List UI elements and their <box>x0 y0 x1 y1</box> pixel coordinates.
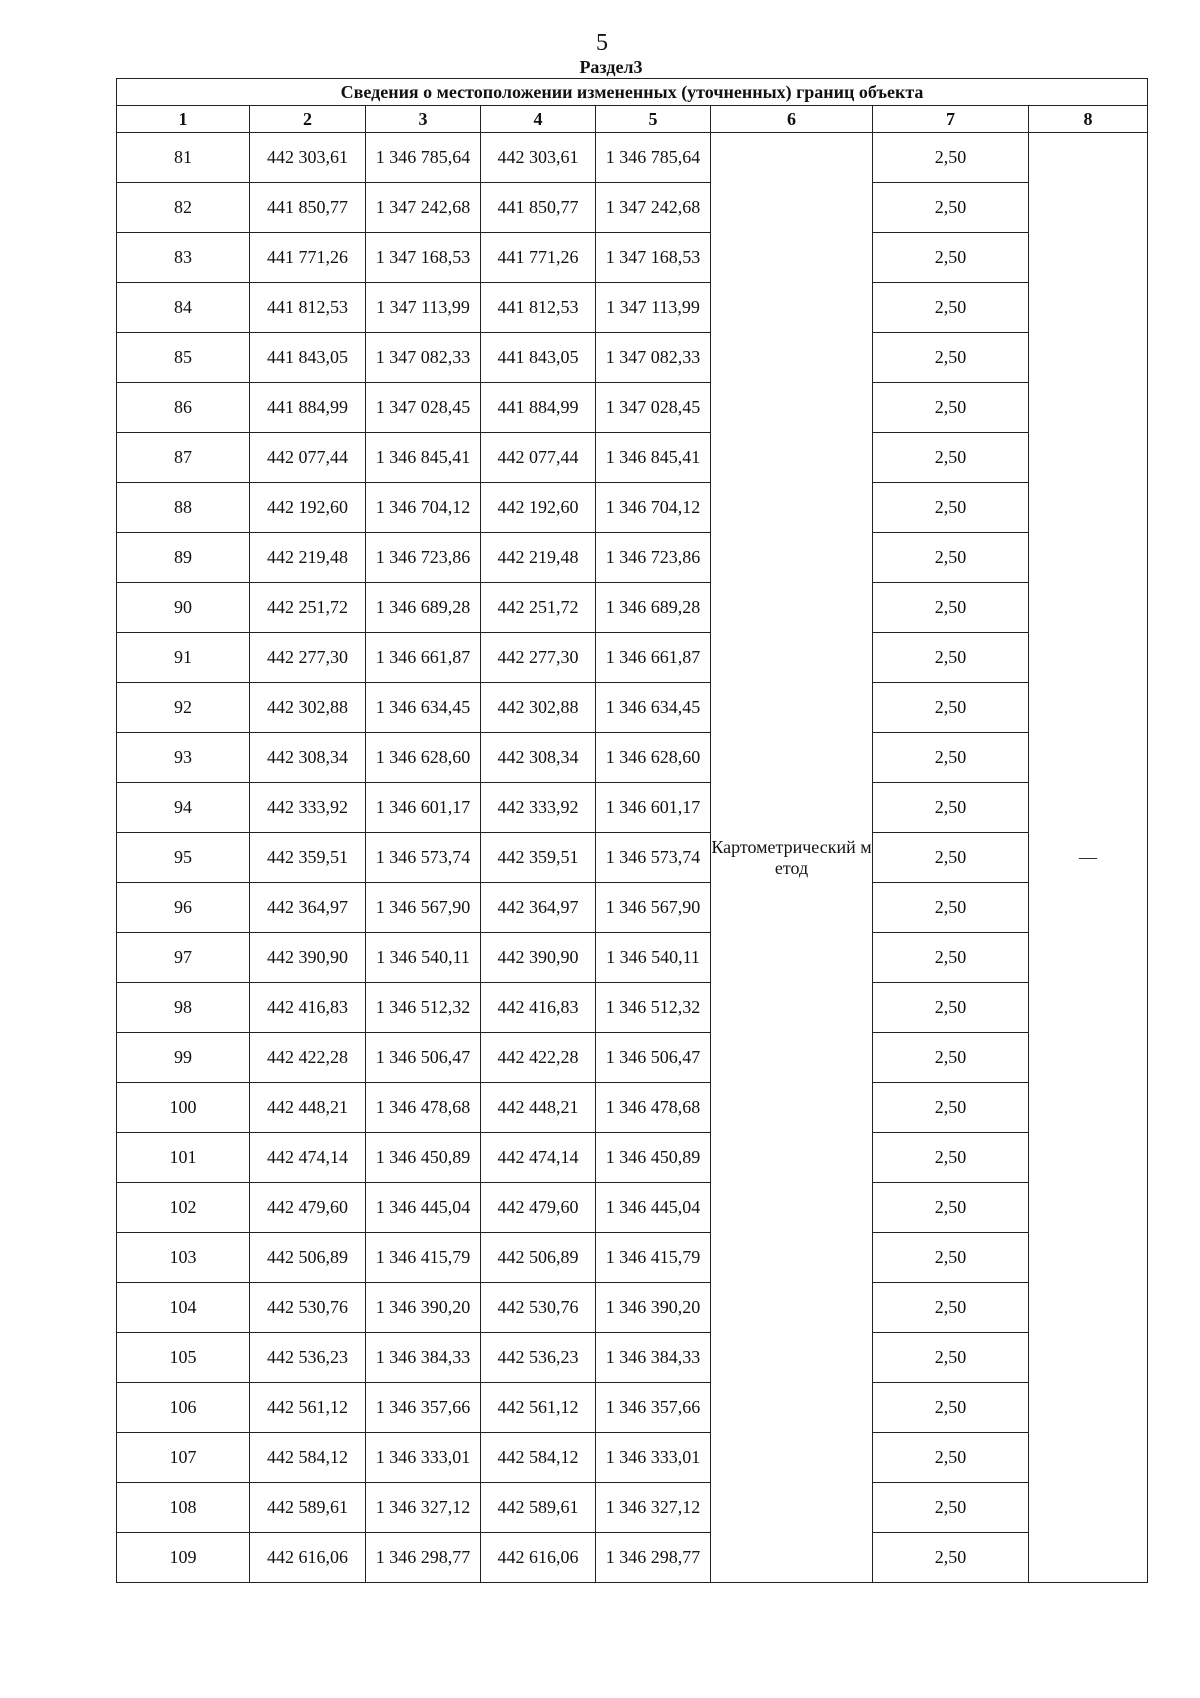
y-coordinate-refined-cell: 1 346 478,68 <box>596 1083 711 1133</box>
x-coordinate-existing-cell: 442 584,12 <box>250 1433 366 1483</box>
accuracy-cell: 2,50 <box>873 583 1029 633</box>
point-number-cell: 108 <box>117 1483 250 1533</box>
y-coordinate-refined-cell: 1 346 327,12 <box>596 1483 711 1533</box>
x-coordinate-existing-cell: 442 364,97 <box>250 883 366 933</box>
y-coordinate-refined-cell: 1 347 242,68 <box>596 183 711 233</box>
table-caption: Сведения о местоположении измененных (уточненных) границ объекта <box>117 79 1148 106</box>
y-coordinate-refined-cell: 1 346 628,60 <box>596 733 711 783</box>
x-coordinate-existing-cell: 442 077,44 <box>250 433 366 483</box>
y-coordinate-existing-cell: 1 346 628,60 <box>366 733 481 783</box>
x-coordinate-existing-cell: 442 251,72 <box>250 583 366 633</box>
y-coordinate-existing-cell: 1 346 661,87 <box>366 633 481 683</box>
y-coordinate-existing-cell: 1 346 601,17 <box>366 783 481 833</box>
column-number: 7 <box>873 106 1029 133</box>
accuracy-cell: 2,50 <box>873 983 1029 1033</box>
x-coordinate-refined-cell: 442 251,72 <box>481 583 596 633</box>
x-coordinate-refined-cell: 442 308,34 <box>481 733 596 783</box>
point-number-cell: 88 <box>117 483 250 533</box>
y-coordinate-refined-cell: 1 346 634,45 <box>596 683 711 733</box>
x-coordinate-refined-cell: 442 333,92 <box>481 783 596 833</box>
point-number-cell: 90 <box>117 583 250 633</box>
table-row <box>117 1183 1148 1233</box>
x-coordinate-existing-cell: 442 333,92 <box>250 783 366 833</box>
y-coordinate-existing-cell: 1 346 390,20 <box>366 1283 481 1333</box>
accuracy-cell: 2,50 <box>873 783 1029 833</box>
x-coordinate-refined-cell: 442 506,89 <box>481 1233 596 1283</box>
table-row <box>117 683 1148 733</box>
y-coordinate-refined-cell: 1 347 028,45 <box>596 383 711 433</box>
accuracy-cell: 2,50 <box>873 1483 1029 1533</box>
column-number: 5 <box>596 106 711 133</box>
y-coordinate-existing-cell: 1 346 384,33 <box>366 1333 481 1383</box>
accuracy-cell: 2,50 <box>873 1183 1029 1233</box>
accuracy-cell: 2,50 <box>873 933 1029 983</box>
x-coordinate-existing-cell: 442 536,23 <box>250 1333 366 1383</box>
x-coordinate-refined-cell: 442 474,14 <box>481 1133 596 1183</box>
y-coordinate-existing-cell: 1 346 634,45 <box>366 683 481 733</box>
x-coordinate-refined-cell: 442 077,44 <box>481 433 596 483</box>
x-coordinate-existing-cell: 442 219,48 <box>250 533 366 583</box>
y-coordinate-existing-cell: 1 347 082,33 <box>366 333 481 383</box>
column-number: 2 <box>250 106 366 133</box>
y-coordinate-refined-cell: 1 346 450,89 <box>596 1133 711 1183</box>
point-number-cell: 86 <box>117 383 250 433</box>
point-number-cell: 93 <box>117 733 250 783</box>
table-row <box>117 1133 1148 1183</box>
y-coordinate-existing-cell: 1 346 450,89 <box>366 1133 481 1183</box>
point-number-cell: 99 <box>117 1033 250 1083</box>
accuracy-cell: 2,50 <box>873 483 1029 533</box>
y-coordinate-existing-cell: 1 346 506,47 <box>366 1033 481 1083</box>
y-coordinate-existing-cell: 1 346 689,28 <box>366 583 481 633</box>
y-coordinate-existing-cell: 1 346 704,12 <box>366 483 481 533</box>
y-coordinate-refined-cell: 1 346 567,90 <box>596 883 711 933</box>
section-title: Раздел3 <box>579 57 643 77</box>
y-coordinate-refined-cell: 1 346 512,32 <box>596 983 711 1033</box>
y-coordinate-refined-cell: 1 346 384,33 <box>596 1333 711 1383</box>
point-number-cell: 81 <box>117 133 250 183</box>
y-coordinate-refined-cell: 1 347 113,99 <box>596 283 711 333</box>
x-coordinate-existing-cell: 441 812,53 <box>250 283 366 333</box>
x-coordinate-refined-cell: 442 219,48 <box>481 533 596 583</box>
table-row <box>117 983 1148 1033</box>
point-number-cell: 83 <box>117 233 250 283</box>
x-coordinate-refined-cell: 442 616,06 <box>481 1533 596 1583</box>
table-row <box>117 1033 1148 1083</box>
x-coordinate-existing-cell: 442 561,12 <box>250 1383 366 1433</box>
point-number-cell: 106 <box>117 1383 250 1433</box>
y-coordinate-refined-cell: 1 346 333,01 <box>596 1433 711 1483</box>
point-number-cell: 82 <box>117 183 250 233</box>
point-number-cell: 103 <box>117 1233 250 1283</box>
table-row <box>117 733 1148 783</box>
accuracy-cell: 2,50 <box>873 183 1029 233</box>
accuracy-cell: 2,50 <box>873 833 1029 883</box>
point-number-cell: 85 <box>117 333 250 383</box>
table-row <box>117 633 1148 683</box>
point-number-cell: 97 <box>117 933 250 983</box>
x-coordinate-existing-cell: 442 390,90 <box>250 933 366 983</box>
x-coordinate-existing-cell: 442 302,88 <box>250 683 366 733</box>
point-number-cell: 94 <box>117 783 250 833</box>
y-coordinate-existing-cell: 1 346 415,79 <box>366 1233 481 1283</box>
table-row <box>117 883 1148 933</box>
y-coordinate-existing-cell: 1 346 723,86 <box>366 533 481 583</box>
accuracy-cell: 2,50 <box>873 233 1029 283</box>
table-row <box>117 833 1148 883</box>
table-row <box>117 433 1148 483</box>
x-coordinate-existing-cell: 441 850,77 <box>250 183 366 233</box>
y-coordinate-refined-cell: 1 346 704,12 <box>596 483 711 533</box>
y-coordinate-refined-cell: 1 346 298,77 <box>596 1533 711 1583</box>
y-coordinate-existing-cell: 1 346 445,04 <box>366 1183 481 1233</box>
y-coordinate-refined-cell: 1 346 689,28 <box>596 583 711 633</box>
y-coordinate-refined-cell: 1 346 357,66 <box>596 1383 711 1433</box>
accuracy-cell: 2,50 <box>873 333 1029 383</box>
y-coordinate-existing-cell: 1 346 540,11 <box>366 933 481 983</box>
x-coordinate-refined-cell: 442 303,61 <box>481 133 596 183</box>
y-coordinate-refined-cell: 1 346 445,04 <box>596 1183 711 1233</box>
point-number-cell: 91 <box>117 633 250 683</box>
x-coordinate-existing-cell: 442 422,28 <box>250 1033 366 1083</box>
y-coordinate-existing-cell: 1 347 242,68 <box>366 183 481 233</box>
y-coordinate-existing-cell: 1 346 298,77 <box>366 1533 481 1583</box>
point-number-cell: 102 <box>117 1183 250 1233</box>
x-coordinate-existing-cell: 441 884,99 <box>250 383 366 433</box>
point-number-cell: 105 <box>117 1333 250 1383</box>
y-coordinate-refined-cell: 1 346 573,74 <box>596 833 711 883</box>
table-row <box>117 933 1148 983</box>
x-coordinate-refined-cell: 442 448,21 <box>481 1083 596 1133</box>
y-coordinate-existing-cell: 1 346 327,12 <box>366 1483 481 1533</box>
table-row <box>117 1483 1148 1533</box>
x-coordinate-existing-cell: 442 277,30 <box>250 633 366 683</box>
x-coordinate-existing-cell: 442 616,06 <box>250 1533 366 1583</box>
x-coordinate-refined-cell: 442 479,60 <box>481 1183 596 1233</box>
point-number-cell: 100 <box>117 1083 250 1133</box>
page-number: 5 <box>596 30 608 56</box>
table-row <box>117 183 1148 233</box>
x-coordinate-existing-cell: 441 843,05 <box>250 333 366 383</box>
table-row <box>117 1233 1148 1283</box>
point-number-cell: 95 <box>117 833 250 883</box>
point-number-cell: 107 <box>117 1433 250 1483</box>
y-coordinate-existing-cell: 1 346 785,64 <box>366 133 481 183</box>
accuracy-cell: 2,50 <box>873 1433 1029 1483</box>
point-number-cell: 87 <box>117 433 250 483</box>
column8-cell: — <box>1029 133 1148 1583</box>
accuracy-cell: 2,50 <box>873 883 1029 933</box>
x-coordinate-refined-cell: 441 850,77 <box>481 183 596 233</box>
accuracy-cell: 2,50 <box>873 1233 1029 1283</box>
table-row <box>117 383 1148 433</box>
y-coordinate-refined-cell: 1 346 601,17 <box>596 783 711 833</box>
x-coordinate-existing-cell: 442 448,21 <box>250 1083 366 1133</box>
table-body <box>117 133 1148 1583</box>
table-row <box>117 583 1148 633</box>
accuracy-cell: 2,50 <box>873 1283 1029 1333</box>
x-coordinate-refined-cell: 442 359,51 <box>481 833 596 883</box>
y-coordinate-refined-cell: 1 346 540,11 <box>596 933 711 983</box>
x-coordinate-refined-cell: 441 843,05 <box>481 333 596 383</box>
x-coordinate-existing-cell: 442 530,76 <box>250 1283 366 1333</box>
table-row <box>117 233 1148 283</box>
y-coordinate-refined-cell: 1 347 168,53 <box>596 233 711 283</box>
accuracy-cell: 2,50 <box>873 1383 1029 1433</box>
table-row <box>117 1433 1148 1483</box>
column-number: 3 <box>366 106 481 133</box>
y-coordinate-existing-cell: 1 346 512,32 <box>366 983 481 1033</box>
x-coordinate-existing-cell: 442 359,51 <box>250 833 366 883</box>
accuracy-cell: 2,50 <box>873 1533 1029 1583</box>
table-row <box>117 783 1148 833</box>
x-coordinate-existing-cell: 442 416,83 <box>250 983 366 1033</box>
x-coordinate-refined-cell: 442 422,28 <box>481 1033 596 1083</box>
x-coordinate-existing-cell: 442 303,61 <box>250 133 366 183</box>
x-coordinate-existing-cell: 442 506,89 <box>250 1233 366 1283</box>
y-coordinate-existing-cell: 1 347 113,99 <box>366 283 481 333</box>
y-coordinate-refined-cell: 1 346 415,79 <box>596 1233 711 1283</box>
x-coordinate-existing-cell: 442 192,60 <box>250 483 366 533</box>
x-coordinate-refined-cell: 442 584,12 <box>481 1433 596 1483</box>
point-number-cell: 101 <box>117 1133 250 1183</box>
y-coordinate-existing-cell: 1 346 333,01 <box>366 1433 481 1483</box>
boundary-coordinates-table <box>116 78 1148 1583</box>
table-row <box>117 483 1148 533</box>
column-number: 4 <box>481 106 596 133</box>
x-coordinate-refined-cell: 442 416,83 <box>481 983 596 1033</box>
accuracy-cell: 2,50 <box>873 283 1029 333</box>
x-coordinate-existing-cell: 442 474,14 <box>250 1133 366 1183</box>
x-coordinate-existing-cell: 442 479,60 <box>250 1183 366 1233</box>
y-coordinate-refined-cell: 1 346 723,86 <box>596 533 711 583</box>
y-coordinate-refined-cell: 1 347 082,33 <box>596 333 711 383</box>
accuracy-cell: 2,50 <box>873 1033 1029 1083</box>
table-row <box>117 1533 1148 1583</box>
accuracy-cell: 2,50 <box>873 1083 1029 1133</box>
point-number-cell: 96 <box>117 883 250 933</box>
x-coordinate-refined-cell: 442 561,12 <box>481 1383 596 1433</box>
column-number: 1 <box>117 106 250 133</box>
y-coordinate-refined-cell: 1 346 845,41 <box>596 433 711 483</box>
accuracy-cell: 2,50 <box>873 1133 1029 1183</box>
accuracy-cell: 2,50 <box>873 1333 1029 1383</box>
accuracy-cell: 2,50 <box>873 633 1029 683</box>
column-number: 6 <box>711 106 873 133</box>
y-coordinate-existing-cell: 1 347 028,45 <box>366 383 481 433</box>
point-number-cell: 109 <box>117 1533 250 1583</box>
table-row <box>117 1283 1148 1333</box>
accuracy-cell: 2,50 <box>873 533 1029 583</box>
table-row <box>117 333 1148 383</box>
y-coordinate-existing-cell: 1 346 845,41 <box>366 433 481 483</box>
table-caption-row <box>117 79 1148 106</box>
accuracy-cell: 2,50 <box>873 733 1029 783</box>
x-coordinate-refined-cell: 442 277,30 <box>481 633 596 683</box>
accuracy-cell: 2,50 <box>873 683 1029 733</box>
y-coordinate-existing-cell: 1 346 478,68 <box>366 1083 481 1133</box>
point-number-cell: 104 <box>117 1283 250 1333</box>
point-number-cell: 84 <box>117 283 250 333</box>
y-coordinate-existing-cell: 1 346 567,90 <box>366 883 481 933</box>
x-coordinate-refined-cell: 442 390,90 <box>481 933 596 983</box>
table-row <box>117 1333 1148 1383</box>
accuracy-cell: 2,50 <box>873 133 1029 183</box>
y-coordinate-refined-cell: 1 346 506,47 <box>596 1033 711 1083</box>
x-coordinate-refined-cell: 441 812,53 <box>481 283 596 333</box>
x-coordinate-refined-cell: 442 530,76 <box>481 1283 596 1333</box>
accuracy-cell: 2,50 <box>873 433 1029 483</box>
column-number: 8 <box>1029 106 1148 133</box>
table-row <box>117 283 1148 333</box>
x-coordinate-refined-cell: 442 589,61 <box>481 1483 596 1533</box>
x-coordinate-refined-cell: 442 302,88 <box>481 683 596 733</box>
point-number-cell: 98 <box>117 983 250 1033</box>
determination-method-cell: Картометрический метод <box>711 133 873 1583</box>
table-row <box>117 1383 1148 1433</box>
y-coordinate-existing-cell: 1 346 573,74 <box>366 833 481 883</box>
y-coordinate-existing-cell: 1 346 357,66 <box>366 1383 481 1433</box>
x-coordinate-refined-cell: 442 536,23 <box>481 1333 596 1383</box>
x-coordinate-refined-cell: 441 771,26 <box>481 233 596 283</box>
x-coordinate-existing-cell: 442 308,34 <box>250 733 366 783</box>
x-coordinate-refined-cell: 441 884,99 <box>481 383 596 433</box>
column-number-row <box>117 106 1148 133</box>
y-coordinate-refined-cell: 1 346 661,87 <box>596 633 711 683</box>
table-row <box>117 533 1148 583</box>
table-row <box>117 133 1148 183</box>
x-coordinate-existing-cell: 441 771,26 <box>250 233 366 283</box>
accuracy-cell: 2,50 <box>873 383 1029 433</box>
point-number-cell: 89 <box>117 533 250 583</box>
x-coordinate-refined-cell: 442 192,60 <box>481 483 596 533</box>
y-coordinate-existing-cell: 1 347 168,53 <box>366 233 481 283</box>
x-coordinate-refined-cell: 442 364,97 <box>481 883 596 933</box>
table-row <box>117 1083 1148 1133</box>
y-coordinate-refined-cell: 1 346 785,64 <box>596 133 711 183</box>
point-number-cell: 92 <box>117 683 250 733</box>
y-coordinate-refined-cell: 1 346 390,20 <box>596 1283 711 1333</box>
x-coordinate-existing-cell: 442 589,61 <box>250 1483 366 1533</box>
